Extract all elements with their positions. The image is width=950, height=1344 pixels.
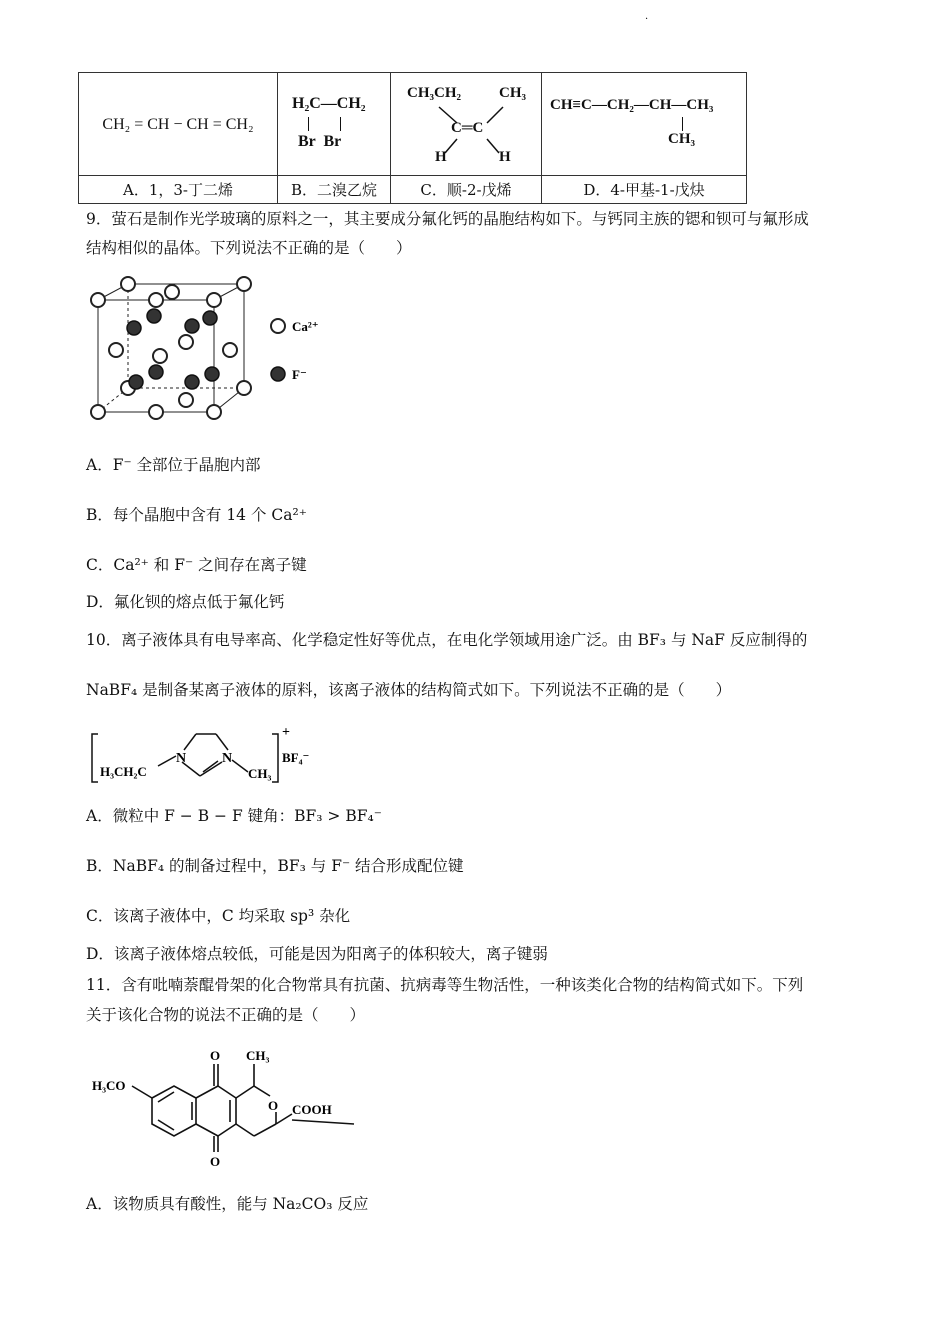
q9-option-a: A．F⁻ 全部位于晶胞内部: [86, 456, 261, 474]
anion-label: BF₄⁻: [282, 750, 310, 765]
caption-c: C．顺-2-戊烯: [391, 176, 542, 204]
top-dot: ·: [645, 14, 649, 25]
q9-stem-line2: 结构相似的晶体。下列说法不正确的是（ ）: [86, 239, 412, 257]
caption-d: D．4-甲基-1-戊炔: [542, 176, 747, 204]
q10-option-b: B．NaBF₄ 的制备过程中，BF₃ 与 F⁻ 结合形成配位键: [86, 857, 464, 875]
cell-d-structure: [542, 73, 747, 176]
pentyne-branch: CH₃: [668, 131, 695, 147]
double-bond: C═C: [451, 120, 484, 136]
methyl-group-label: CH₃: [248, 766, 272, 781]
bond-line: [682, 117, 683, 131]
carboxyl-label: COOH: [292, 1102, 332, 1117]
q9-option-b: B．每个晶胞中含有 14 个 Ca²⁺: [86, 506, 307, 524]
methoxy-label: H₃CO: [92, 1078, 126, 1093]
caption-b: B．二溴乙烷: [278, 176, 391, 204]
q9-option-d: D．氟化钡的熔点低于氟化钙: [86, 593, 285, 611]
fluorite-unit-cell-diagram: [86, 270, 346, 430]
caption-a: A．1，3-丁二烯: [79, 176, 278, 204]
bond-line: [308, 117, 309, 131]
cell-a-structure: [79, 73, 278, 176]
ionic-liquid-structure: [86, 722, 336, 790]
h-left: H: [435, 149, 447, 165]
ethyl-label: CH₃CH₂: [407, 85, 461, 101]
methyl-label: CH₃: [499, 85, 526, 101]
carbonyl-o-bottom: O: [210, 1154, 221, 1169]
cell-c-structure: [391, 73, 542, 176]
nitrogen-left: N: [176, 751, 187, 766]
carbonyl-o-top: O: [210, 1048, 221, 1063]
butadiene-formula: CH₂ = CH − CH = CH₂: [102, 115, 254, 133]
h-right: H: [499, 149, 511, 165]
legend-ca-label: Ca²⁺: [292, 319, 319, 334]
ring-oxygen: O: [268, 1098, 279, 1113]
nitrogen-right: N: [222, 751, 233, 766]
q10-stem-line1: 10．离子液体具有电导率高、化学稳定性好等优点，在电化学领域用途广泛。由 BF₃ 与 NaF 反应制得的: [86, 631, 808, 649]
q10-stem-line2: NaBF₄ 是制备某离子液体的原料，该离子液体的结构简式如下。下列说法不正确的是（ ）: [86, 681, 732, 699]
ethyl-group-label: H₃CH₂C: [100, 764, 147, 779]
q11-stem-line1: 11．含有吡喃萘醌骨架的化合物常具有抗菌、抗病毒等生物活性，一种该类化合物的结构简式如下。下列: [86, 976, 804, 994]
q10-option-c: C．该离子液体中，C 均采取 sp³ 杂化: [86, 907, 351, 925]
q11-option-a: A．该物质具有酸性，能与 Na₂CO₃ 反应: [86, 1195, 369, 1213]
q9-option-c: C．Ca²⁺ 和 F⁻ 之间存在离子键: [86, 556, 307, 574]
dibromo-bottom: Br Br: [298, 133, 342, 150]
pyranonaphthoquinone-structure: [86, 1040, 376, 1170]
cell-b-structure: [278, 73, 391, 176]
q9-stem-line1: 9．萤石是制作光学玻璃的原料之一，其主要成分氟化钙的晶胞结构如下。与钙同主族的锶和钡可与氟形成: [86, 210, 809, 228]
pentyne-main: CH≡C—CH₂—CH—CH₃: [550, 97, 714, 113]
dibromo-top: H₂C—CH₂: [292, 95, 366, 112]
legend-f-label: F⁻: [292, 367, 307, 382]
methyl-label: CH₃: [246, 1048, 270, 1063]
bond-line: [340, 117, 341, 131]
q10-option-a: A．微粒中 F − B − F 键角：BF₃ > BF₄⁻: [86, 807, 382, 825]
cation-charge: +: [282, 725, 290, 740]
q10-option-d: D．该离子液体熔点较低，可能是因为阳离子的体积较大，离子键弱: [86, 945, 548, 963]
q11-stem-line2: 关于该化合物的说法不正确的是（ ）: [86, 1006, 366, 1024]
options-table: [78, 72, 747, 204]
